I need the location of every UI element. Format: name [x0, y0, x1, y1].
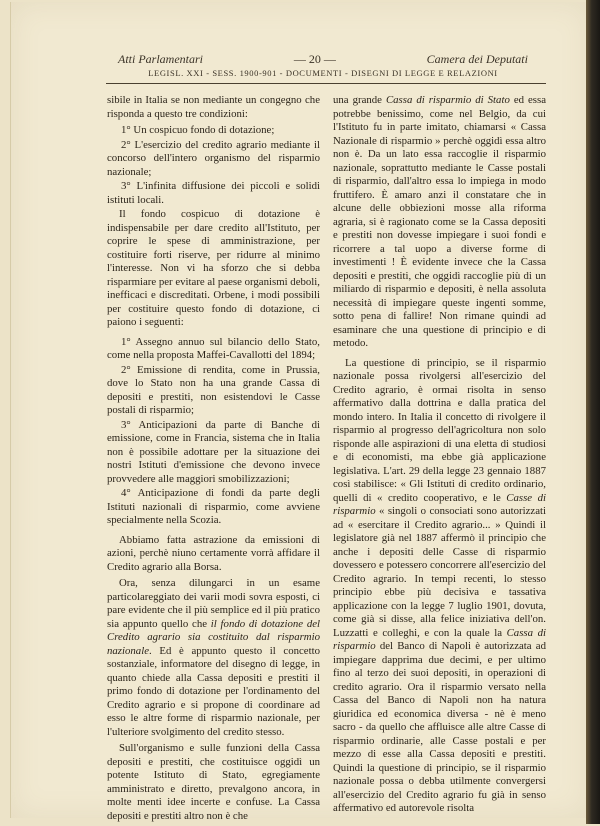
right-column: [333, 94, 546, 819]
list-item: 1° Assegno annuo sul bilancio dello Stato, come nella proposta Maffei-Cavallotti del 1894;: [107, 335, 320, 361]
text-run: . Ed è appunto questo il concetto sostanziale, informatore del disegno di legge, in quanto chiede alla Cassa depositi e prestiti il primo fondo di dotazione per l'ordinamento del Credito agrario e si propone di coordinare ad esso le altre forme di risparmio nazionale, per l'ulteriore svolgimento del credito stesso.: [107, 644, 320, 738]
list-item: 3° Anticipazioni da parte di Banche di emissione, come in Francia, sistema che in Italia non è possibile adottare per la situazione dei nostri Istituti d'emissione che devono invece provvedere alle maggiori smobilizzazioni;: [107, 418, 320, 485]
list-item: 2° Emissione di rendita, come in Prussia, dove lo Stato non ha una grande Cassa di depositi e prestiti, non esistendovi le Casse postali di risparmio;: [107, 363, 320, 416]
italic-text: il fondo di dotazione del Credito agrario sia costituito dal risparmio nazionale: [107, 617, 321, 657]
italic-text: Casse di risparmio: [333, 491, 546, 517]
paragraph: [107, 577, 320, 739]
header-rule: [106, 83, 546, 84]
header-right: Camera dei Deputati: [426, 52, 528, 66]
paragraph: sibile in Italia se non mediante un congegno che risponda a questo tre condizioni:: [107, 94, 320, 120]
list-item: 3° L'infinita diffusione dei piccoli e solidi istituti locali.: [107, 180, 320, 206]
book-spine: [586, 0, 600, 824]
italic-text: Cassa di risparmio di Stato: [385, 94, 510, 106]
text-run: « singoli o consociati sono autorizzati ad « esercitare il Credito agrario... » Quindi il legislatore già nel 1887 affermò il principio che anche i depositi delle Casse di risparmio dovessero e potessero concorrere all'esercizio del Credito agrario. In tempi recenti, lo stesso principio ebbe più decisiva e tassativa applicazione con la legge 7 luglio 1901, dovuta, come già si disse, alla felice iniziativa dell'on. Luzzatti e colleghi, e con la quale la: [333, 505, 546, 639]
paragraph: Sull'organismo e sulle funzioni della Cassa depositi e prestiti, che costituisce oggidì un potente Istituto di Stato, egregiamente amministrato e diretto, prevalgono ancora, in molte menti idee incerte e confuse. La Cassa depositi e prestiti altro non è che: [107, 742, 320, 822]
list-item: 4° Anticipazione di fondi da parte degli Istituti nazionali di risparmio, come avviene specialmente nella Scozia.: [107, 487, 320, 526]
text-run: La questione di principio, se il risparmio nazionale possa rivolgersi all'esercizio del Credito agrario, è ormai risolta in senso affermativo dalla dottrina e dalla pratica del mondo intero. In Italia il concetto di rivolgere il risparmio al progresso dell'agricoltura non solo risponde alle aspirazioni di una eletta di studiosi e di economisti, ma ebbe già applicazione legislativa. L'art. 29 della legge 23 gennaio 1887 così stabilisce: « Gli Istituti di credito ordinario, quelli di « credito cooperativo, e le: [333, 356, 546, 504]
list-item: 1° Un cospicuo fondo di dotazione;: [121, 124, 275, 136]
text-run: una grande: [333, 94, 386, 106]
text-run: ed essa potrebbe benissimo, come nel Belgio, da cui l'Istituto fu in parte imitato, chiamarsi « Cassa Nazionale di risparmio » perchè oggidì essa altro non è. Da un lato essa raccoglie il risparmio nazionale, soprattutto mediante le Casse postali di risparmio, dall'altro essa lo impiega in modo fruttifero. È amaro anzi il constatare che in alcune delle obbiezioni mosse alla riforma agraria, si è ragionato come se la Cassa depositi e prestiti non dovesse impiegare i suoi fondi e ricorrere a tal uopo a diverse forme di investimenti ! È evidente invece che la Cassa depositi e prestiti, che oggidì raccoglie più di un miliardo di risparmio e depositi, è nella assoluta necessità di impiegare queste ingenti somme, sotto pena di fallire! Non rimane quindi ad esaminare che una questione di principio e di metodo.: [333, 94, 546, 349]
paragraph: [333, 94, 546, 351]
text-run: Ora, senza dilungarci in un esame particolareggiato dei varii modi sovra esposti, ci pare evidente che il più semplice ed il più pratico sia appunto quello che: [107, 577, 320, 630]
paragraph: Abbiamo fatta astrazione da emissioni di azioni, perchè niuno certamente vorrà affidare il Credito agrario alla Borsa.: [107, 533, 320, 573]
running-header: [118, 52, 528, 67]
list-item: 2° L'esercizio del credito agrario mediante il concorso dell'intero organismo del risparmio nazionale;: [107, 138, 320, 178]
left-column: [107, 94, 320, 826]
paragraph: [333, 357, 546, 816]
header-left: Atti Parlamentari: [118, 52, 203, 66]
page-number: — 20 —: [293, 52, 336, 66]
paragraph: Il fondo cospicuo di dotazione è indispensabile per dare credito all'Istituto, per coprire le spese di amministrazione, per costituire forti riserve, per ridurre al minimo l'interesse. Non vi ha sforzo che si debba risparmiare per evitare al paese organismi deboli, inefficaci e discreditati. Orbene, i modi possibili per costituire questo fondo di dotazione, ci paiono i seguenti:: [107, 208, 320, 328]
text-run: del Banco di Napoli è autorizzata ad impiegare dapprima due decimi, e per ultimo fino al terzo dei suoi depositi, in operazioni di credito agrario. Ora il risparmio versato nella Cassa del Banco di Napoli non ha natura giuridica ed economica diversa - nè è meno sacro - da quello che affluisce alle altre Casse di risparmio ordinarie, alle Casse postali e per mezzo di esse alla Cassa depositi e prestiti. Quindi la questione di principio, se il risparmio nazionale possa o debba utilmente convergersi all'esercizio del Credito agrario fu già in senso affermativo ed autorevole risolta: [333, 640, 546, 814]
italic-text: Cassa di risparmio: [333, 626, 546, 652]
header-subtitle: LEGISL. XXI - SESS. 1900-901 - DOCUMENTI - DISEGNI DI LEGGE E RELAZIONI: [148, 68, 498, 78]
